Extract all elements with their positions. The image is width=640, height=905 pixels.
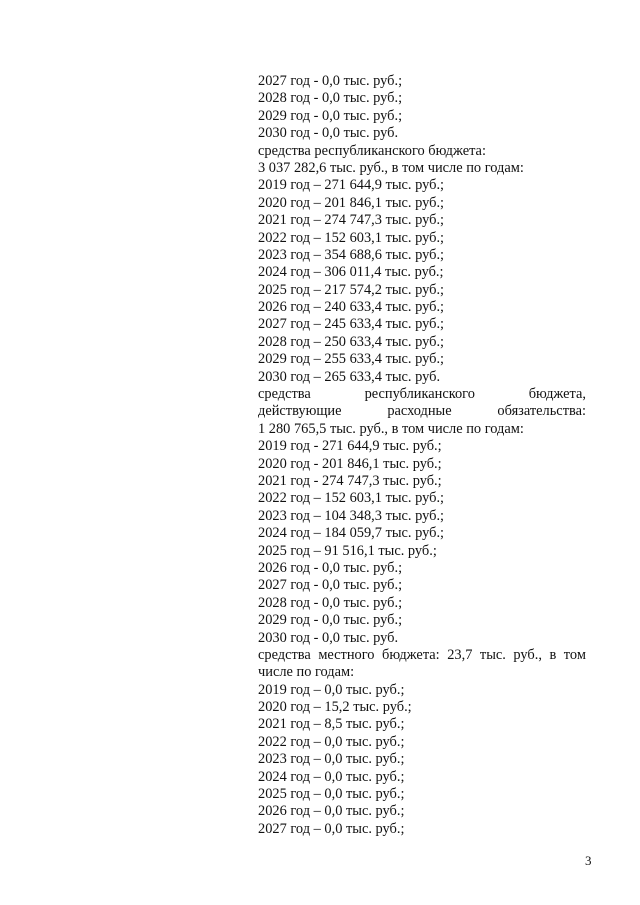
text-line: 2026 год - 0,0 тыс. руб.; bbox=[258, 559, 403, 576]
word: обязательства: bbox=[497, 403, 586, 420]
text-line: 2025 год – 0,0 тыс. руб.; bbox=[258, 786, 405, 803]
justified-line-3 bbox=[258, 647, 586, 664]
text-line: средства республиканского бюджета: bbox=[258, 142, 486, 159]
page-number: 3 bbox=[585, 853, 592, 868]
word: расходные bbox=[387, 403, 452, 420]
text-line: 2025 год – 217 574,2 тыс. руб.; bbox=[258, 281, 445, 298]
text-line: 2028 год - 0,0 тыс. руб.; bbox=[258, 90, 403, 107]
text-line: 2021 год - 274 747,3 тыс. руб.; bbox=[258, 472, 442, 489]
text-line: 2030 год - 0,0 тыс. руб. bbox=[258, 125, 399, 142]
document-body bbox=[258, 73, 586, 838]
text-line: 2026 год – 240 633,4 тыс. руб.; bbox=[258, 299, 445, 316]
word: местного bbox=[318, 646, 375, 663]
text-line: 2021 год – 274 747,3 тыс. руб.; bbox=[258, 212, 445, 229]
word: руб., bbox=[513, 646, 542, 663]
word: республиканского bbox=[364, 386, 475, 403]
text-line: 2029 год - 0,0 тыс. руб.; bbox=[258, 612, 403, 629]
text-line: 2023 год – 104 348,3 тыс. руб.; bbox=[258, 507, 445, 524]
justified-line-1 bbox=[258, 386, 586, 403]
text-line: 2029 год – 255 633,4 тыс. руб.; bbox=[258, 351, 445, 368]
list-a bbox=[258, 73, 586, 386]
text-line: 2024 год – 306 011,4 тыс. руб.; bbox=[258, 264, 444, 281]
word: 23,7 bbox=[447, 646, 473, 663]
text-line: 2019 год – 271 644,9 тыс. руб.; bbox=[258, 177, 445, 194]
text-line: 2025 год – 91 516,1 тыс. руб.; bbox=[258, 542, 437, 559]
text-line: 2030 год – 265 633,4 тыс. руб. bbox=[258, 368, 441, 385]
justified-line-2 bbox=[258, 403, 586, 420]
word: бюджета, bbox=[528, 386, 586, 403]
word: том bbox=[563, 646, 586, 663]
text-line: 2027 год - 0,0 тыс. руб.; bbox=[258, 73, 403, 89]
text-line: 2022 год – 0,0 тыс. руб.; bbox=[258, 733, 405, 750]
text-line: 2024 год – 0,0 тыс. руб.; bbox=[258, 768, 405, 785]
text-line: 2022 год – 152 603,1 тыс. руб.; bbox=[258, 229, 445, 246]
text-line: 2030 год - 0,0 тыс. руб. bbox=[258, 629, 399, 646]
text-line: 2024 год – 184 059,7 тыс. руб.; bbox=[258, 525, 445, 542]
text-line: числе по годам: bbox=[258, 664, 355, 681]
text-line: 2029 год - 0,0 тыс. руб.; bbox=[258, 107, 403, 124]
word: бюджета: bbox=[382, 646, 440, 663]
text-line: 2019 год - 271 644,9 тыс. руб.; bbox=[258, 438, 442, 455]
text-line: 2026 год – 0,0 тыс. руб.; bbox=[258, 803, 405, 820]
word: действующие bbox=[258, 403, 342, 420]
text-line: 2028 год – 250 633,4 тыс. руб.; bbox=[258, 333, 445, 350]
text-line: 2019 год – 0,0 тыс. руб.; bbox=[258, 681, 405, 698]
text-line: 2028 год - 0,0 тыс. руб.; bbox=[258, 594, 403, 611]
text-line: 2020 год – 15,2 тыс. руб.; bbox=[258, 699, 412, 716]
word: средства bbox=[258, 386, 311, 403]
text-line: 2027 год – 245 633,4 тыс. руб.; bbox=[258, 316, 445, 333]
text-line: 2023 год – 0,0 тыс. руб.; bbox=[258, 751, 405, 768]
text-line: 2023 год – 354 688,6 тыс. руб.; bbox=[258, 246, 445, 263]
text-line: 1 280 765,5 тыс. руб., в том числе по годам: bbox=[258, 420, 524, 437]
text-line: 2027 год - 0,0 тыс. руб.; bbox=[258, 577, 403, 594]
list-c bbox=[258, 664, 586, 838]
text-line: 3 037 282,6 тыс. руб., в том числе по годам: bbox=[258, 159, 524, 176]
text-line: 2022 год – 152 603,1 тыс. руб.; bbox=[258, 490, 445, 507]
list-b bbox=[258, 421, 586, 647]
text-line: 2021 год – 8,5 тыс. руб.; bbox=[258, 716, 405, 733]
text-line: 2020 год - 201 846,1 тыс. руб.; bbox=[258, 455, 442, 472]
word: средства bbox=[258, 646, 311, 663]
word: в bbox=[549, 646, 557, 663]
text-line: 2020 год – 201 846,1 тыс. руб.; bbox=[258, 194, 445, 211]
text-line: 2027 год – 0,0 тыс. руб.; bbox=[258, 820, 405, 837]
word: тыс. bbox=[479, 646, 506, 663]
